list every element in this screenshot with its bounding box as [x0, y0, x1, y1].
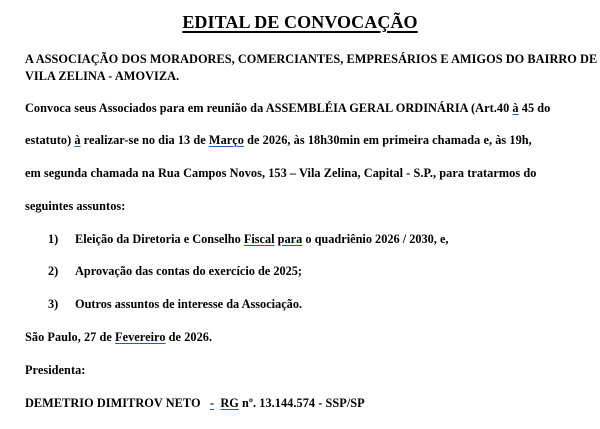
item-3-text: Outros assuntos de interesse da Associação. [75, 297, 303, 311]
body-line-2-a: estatuto) [25, 133, 75, 147]
body-line-2-c: realizar-se no dia 13 de [80, 133, 209, 147]
item-1-e: o quadriênio 2026 / 2030, e, [302, 232, 449, 246]
date-line [25, 330, 212, 345]
body-line-1-a-grave: à [512, 101, 519, 115]
item-1-text [75, 232, 449, 247]
item-3-number: 3) [48, 297, 59, 311]
date-a: São Paulo, 27 de [25, 330, 116, 344]
president-label: Presidenta: [25, 363, 86, 377]
association-line-2: VILA ZELINA - AMOVIZA. [25, 69, 180, 83]
item-2-number: 2) [48, 264, 59, 278]
body-line-1-c: 45 do [518, 101, 551, 115]
item-2-text: Aprovação das contas do exercício de 2025; [75, 264, 303, 278]
signer-dash: - [209, 396, 215, 410]
date-c: de 2026. [165, 330, 213, 344]
body-line-4: seguintes assuntos: [25, 199, 126, 213]
signer-rg: RG [220, 396, 239, 410]
body-line-3: em segunda chamada na Rua Campos Novos, 153 – Vila Zelina, Capital - S.P., para tratarmos do [25, 166, 537, 180]
signer-name: DEMETRIO DIMITROV NETO [25, 396, 210, 410]
body-line-2-a-grave: à [74, 133, 81, 147]
document-title [0, 12, 600, 33]
signer-line [25, 396, 365, 411]
date-february: Fevereiro [115, 330, 166, 344]
item-1-number: 1) [48, 232, 59, 246]
document-title-text: EDITAL DE CONVOCAÇÃO [182, 12, 418, 32]
body-line-2 [25, 133, 532, 148]
body-line-2-march: Março [208, 133, 244, 147]
signer-rg-number: nº. 13.144.574 - SSP/SP [238, 396, 365, 410]
body-line-2-e: de 2026, às 18h30min em primeira chamada e, às 19h, [243, 133, 532, 147]
item-1-fiscal: Fiscal [243, 232, 275, 246]
association-line-1: A ASSOCIAÇÃO DOS MORADORES, COMERCIANTES, EMPRESÁRIOS E AMIGOS DO BAIRRO DE [25, 52, 598, 66]
item-1-a: Eleição da Diretoria e Conselho [75, 232, 244, 246]
item-1-para: para [277, 232, 303, 246]
body-line-1 [25, 101, 550, 116]
body-line-1-a: Convoca seus Associados para em reunião da ASSEMBLÉIA GERAL ORDINÁRIA (Art.40 [25, 101, 513, 115]
